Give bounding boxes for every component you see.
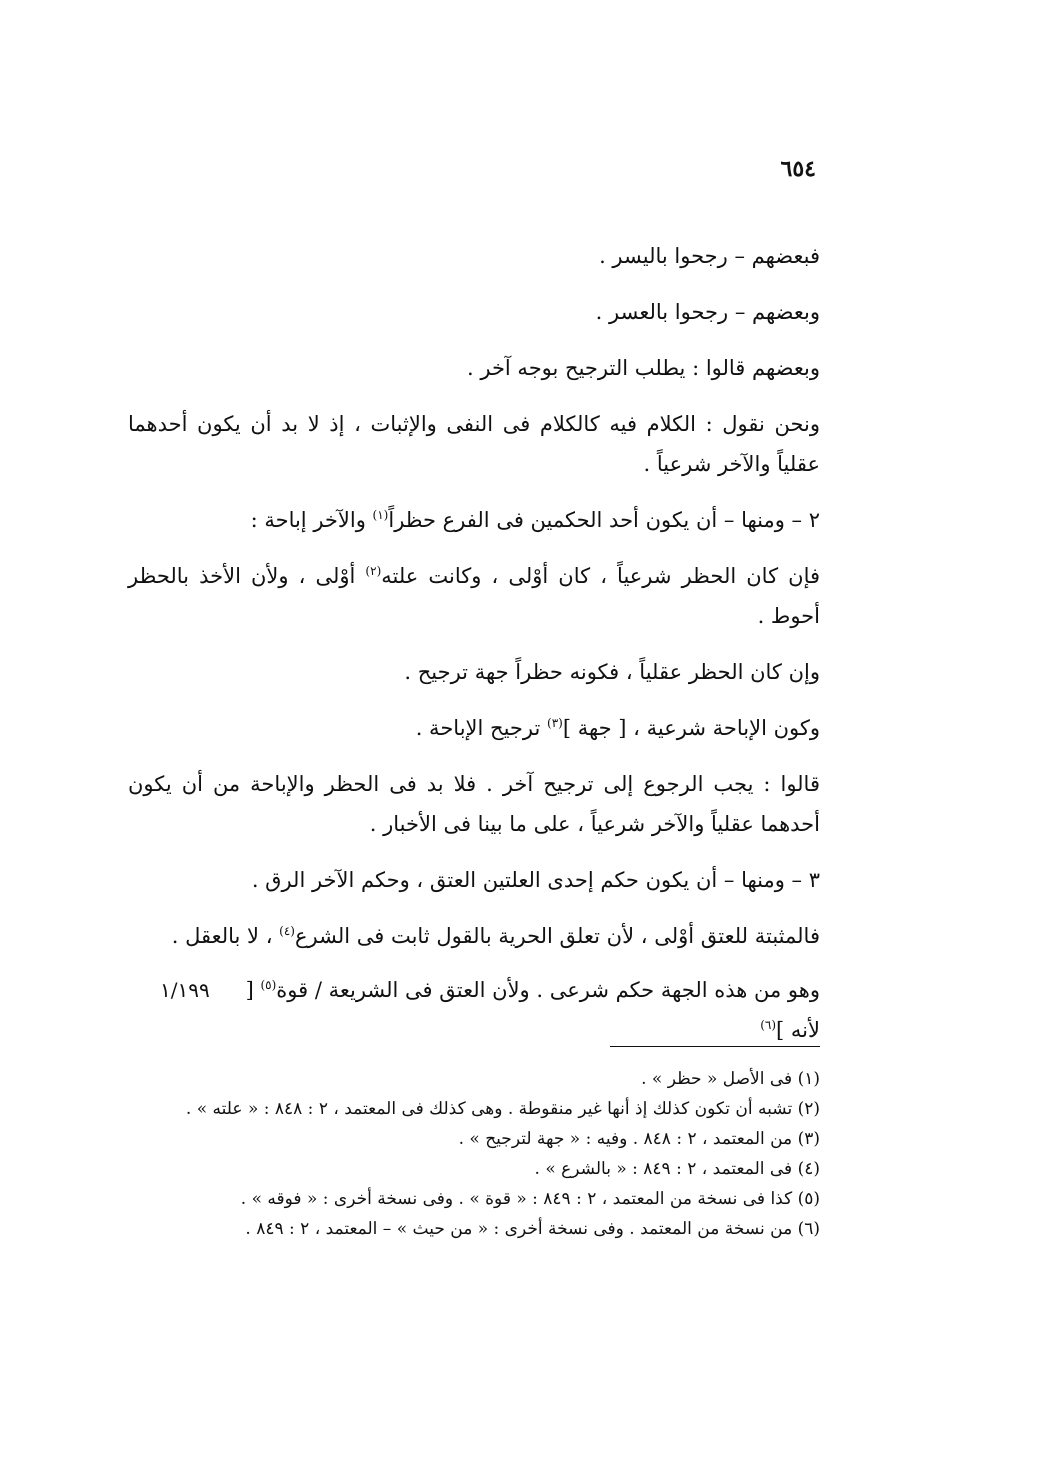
footnote-5: (٥) كذا فى نسخة من المعتمد ، ٢ : ٨٤٩ : « قوة » . وفى نسخة أخرى : « فوقه » . [240, 1189, 820, 1209]
footnote-1: (١) فى الأصل « حظر » . [641, 1069, 820, 1089]
paragraph-11 [128, 916, 820, 956]
footnote-4: (٤) فى المعتمد ، ٢ : ٨٤٩ : « بالشرع » . [534, 1159, 820, 1179]
footnote-6: (٦) من نسخة من المعتمد . وفى نسخة أخرى : « من حيث » – المعتمد ، ٢ : ٨٤٩ . [245, 1219, 820, 1239]
paragraph-4: ونحن نقول : الكلام فيه كالكلام فى النفى والإثبات ، إذ لا بد أن يكون أحدهما عقلياً والآخر شرعياً . [128, 412, 820, 476]
footnote-mark-6: (٦) [760, 1018, 777, 1032]
paragraph-6 [128, 556, 820, 636]
paragraph-5-text: ٢ – ومنها – أن يكون أحد الحكمين فى الفرع حظراً [388, 508, 820, 532]
paragraph-12-mid: [ لأنه ] [245, 978, 820, 1042]
paragraph-12 [210, 970, 820, 1050]
paragraph-3: وبعضهم قالوا : يطلب الترجيح بوجه آخر . [467, 356, 820, 380]
footnote-mark-4: (٤) [279, 924, 295, 938]
footnote-3: (٣) من المعتمد ، ٢ : ٨٤٨ . وفيه : « جهة لترجيح » . [458, 1129, 820, 1149]
paragraph-5 [128, 500, 820, 540]
footnotes [128, 1064, 820, 1244]
footnote-mark-1: (١) [372, 508, 389, 522]
paragraph-9: قالوا : يجب الرجوع إلى ترجيح آخر . فلا بد فى الحظر والإباحة من أن يكون أحدهما عقلياً والآخر شرعياً ، على ما بينا فى الأخبار . [128, 772, 820, 836]
paragraph-8-tail: ترجيح الإباحة . [415, 716, 548, 740]
paragraph-6-tail: أوْلى ، ولأن الأخذ بالحظر أحوط . [128, 564, 820, 628]
footnote-2: (٢) تشبه أن تكون كذلك إذ أنها غير منقوطة . وهى كذلك فى المعتمد ، ٢ : ٨٤٨ : « علته » . [185, 1099, 820, 1119]
paragraph-8 [128, 708, 820, 748]
footnote-mark-3: (٣) [547, 716, 563, 730]
paragraph-11-text: فالمثبتة للعتق أوْلى ، لأن تعلق الحرية بالقول ثابت فى الشرع [294, 924, 820, 948]
paragraph-5-tail: والآخر إباحة : [250, 508, 373, 532]
paragraph-8-text: وكون الإباحة شرعية ، [ جهة ] [562, 716, 820, 740]
paragraph-10: ٣ – ومنها – أن يكون حكم إحدى العلتين العتق ، وحكم الآخر الرق . [251, 868, 820, 892]
paragraph-7: وإن كان الحظر عقلياً ، فكونه حظراً جهة ترجيح . [404, 660, 820, 684]
paragraph-6-text: فإن كان الحظر شرعياً ، كان أوْلى ، وكانت علته [381, 564, 821, 588]
footnote-mark-5: (٥) [260, 978, 277, 992]
main-text [128, 236, 820, 956]
footnote-mark-2: (٢) [365, 564, 382, 578]
margin-folio-reference: ١/١٩٩ [160, 978, 210, 1002]
paragraph-11-tail: ، لا بالعقل . [171, 924, 280, 948]
page-number: ٦٥٤ [780, 156, 816, 182]
paragraph-12-text: وهو من هذه الجهة حكم شرعى . ولأن العتق فى الشريعة / قوة [276, 978, 820, 1002]
paragraph-1: فبعضهم – رجحوا باليسر . [599, 244, 820, 268]
paragraph-2: وبعضهم – رجحوا بالعسر . [595, 300, 820, 324]
footnote-divider [610, 1046, 820, 1047]
